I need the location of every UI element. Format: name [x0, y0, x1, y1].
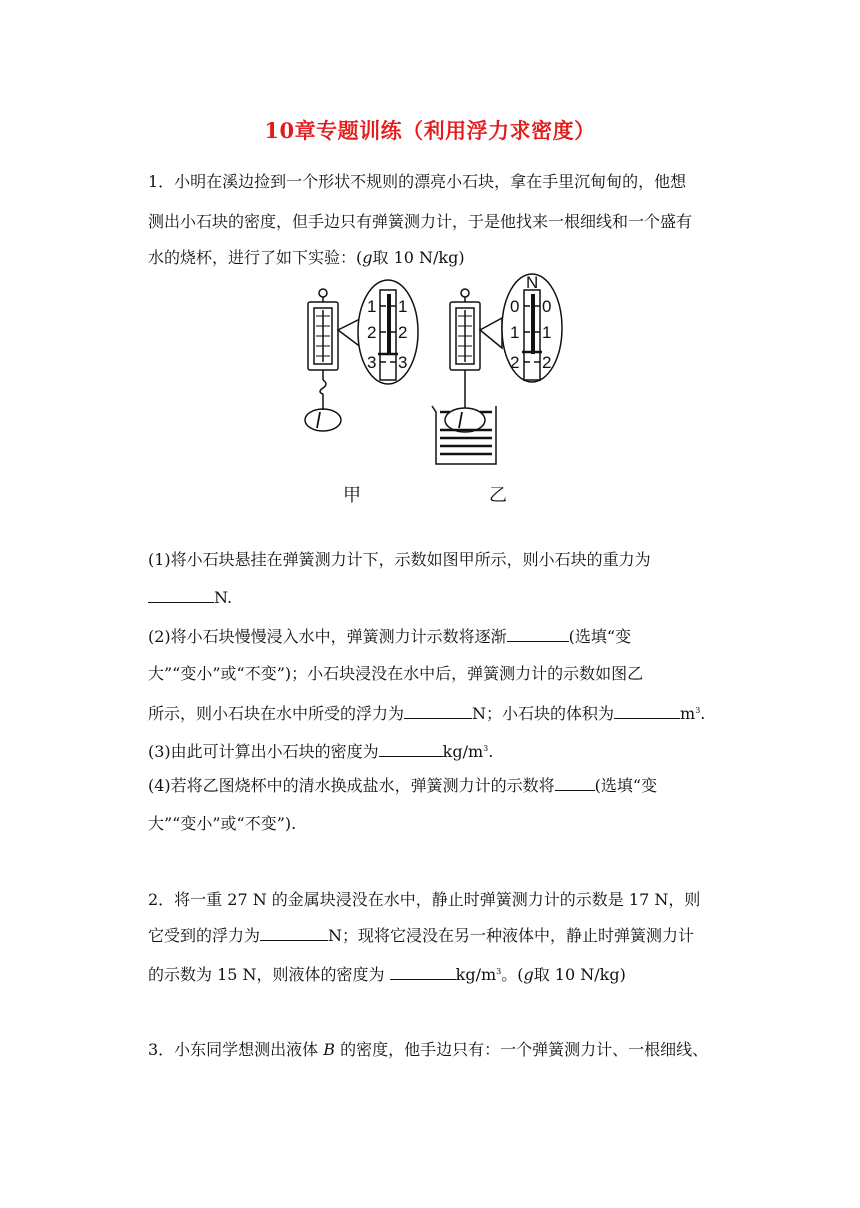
q2-line-3: 的示数为 15 N，则液体的密度为 $kg/m^3$。(g取 10 N/kg) — [148, 965, 626, 984]
answer-blank[interactable] — [555, 776, 595, 791]
q1-part1-line-2: N. — [148, 588, 232, 608]
q2-line-2: 它受到的浮力为 N；现将它浸没在另一种液体中，静止时弹簧测力计 — [148, 926, 695, 945]
page-title: 10章专题训练（利用浮力求密度） — [264, 118, 596, 143]
scale-jia-label-1: 1 — [367, 297, 377, 316]
scale-yi-label-1: 1 — [510, 323, 520, 342]
q1-part2-line-1: (2)将小石块慢慢浸入水中，弹簧测力计示数将逐渐 (选填“变 — [148, 627, 632, 646]
q1-line-2: 测出小石块的密度，但手边只有弹簧测力计，于是他找来一根细线和一个盛有 — [148, 212, 693, 231]
answer-blank[interactable] — [404, 704, 472, 719]
q1-part2-line-2: 大”“变小”或“不变”)；小石块浸没在水中后，弹簧测力计的示数如图乙 — [148, 664, 644, 683]
q1-part2-line-3: 所示，则小石块在水中所受的浮力为 N；小石块的体积为 $m^3$. — [148, 704, 706, 723]
q1-part4-line-2: 大”“变小”或“不变”). — [148, 814, 297, 833]
scale-yi-label-2: 2 — [510, 353, 520, 372]
answer-blank[interactable] — [260, 926, 328, 941]
answer-blank[interactable] — [148, 588, 214, 603]
scale-yi-unit: N — [526, 273, 539, 292]
answer-blank[interactable] — [379, 742, 443, 757]
answer-blank[interactable] — [390, 965, 456, 980]
spring-scale-figure — [290, 272, 570, 472]
answer-blank[interactable] — [507, 627, 569, 642]
scale-jia-label-1r: 1 — [398, 297, 408, 316]
figure-label-yi: 乙 — [489, 485, 507, 506]
q1-line-3: 水的烧杯，进行了如下实验：(g取 10 N/kg) — [148, 248, 465, 267]
q1-part1-line-1: (1)将小石块悬挂在弹簧测力计下，示数如图甲所示，则小石块的重力为 — [148, 550, 651, 569]
q1-line-1: 1．小明在溪边捡到一个形状不规则的漂亮小石块，拿在手里沉甸甸的，他想 — [148, 172, 687, 191]
scale-jia-label-2r: 2 — [398, 323, 408, 342]
q1-part4-line-1: (4)若将乙图烧杯中的清水换成盐水，弹簧测力计的示数将 (选填“变 — [148, 776, 658, 795]
figure-label-jia: 甲 — [343, 485, 361, 506]
answer-blank[interactable] — [614, 704, 680, 719]
q1-part3-line: (3)由此可计算出小石块的密度为 $kg/m^3$. — [148, 742, 494, 761]
scale-yi-label-0: 0 — [510, 297, 520, 316]
q2-line-1: 2．将一重 27 N 的金属块浸没在水中，静止时弹簧测力计的示数是 17 N，则 — [148, 890, 701, 909]
scale-yi-label-0r: 0 — [542, 297, 552, 316]
scale-jia-label-3: 3 — [367, 353, 377, 372]
scale-jia-label-2: 2 — [367, 323, 377, 342]
q3-line-1: 3．小东同学想测出液体 B 的密度，他手边只有：一个弹簧测力计、一根细线、 — [148, 1040, 709, 1059]
scale-jia-label-3r: 3 — [398, 353, 408, 372]
scale-yi-label-1r: 1 — [542, 323, 552, 342]
scale-yi-label-2r: 2 — [542, 353, 552, 372]
